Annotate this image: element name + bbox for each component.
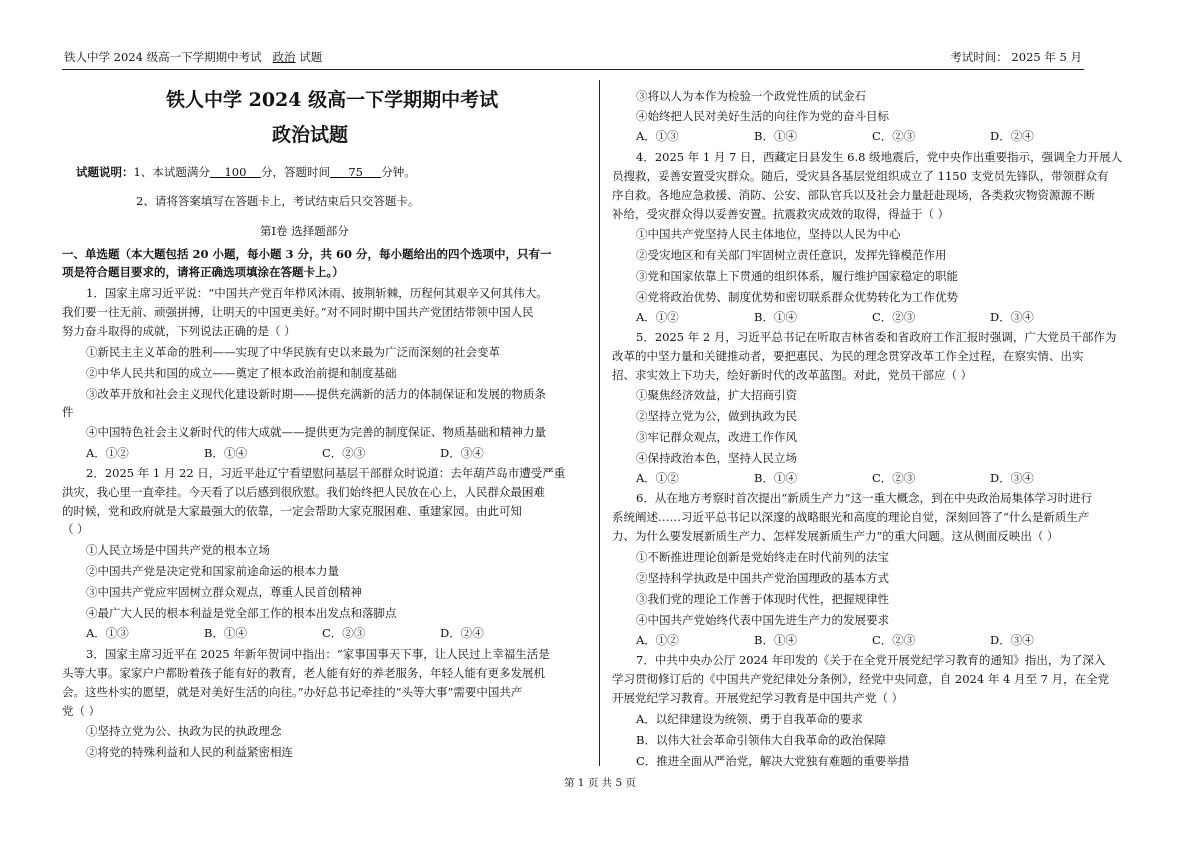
statement-line: ①不断推进理论创新是党始终走在时代前列的法宝 [636,550,889,564]
option-b: B．①④ [754,129,797,143]
answer-options-q5 [636,470,1108,486]
statement-line: ④始终把人民对美好生活的向往作为党的奋斗目标 [636,109,889,123]
header-suffix: 试题 [299,50,323,64]
option-c: C．②③ [872,129,916,143]
statement-line: ④最广大人民的根本利益是党全部工作的根本出发点和落脚点 [86,606,397,620]
question-line: 3．国家主席习近平在 2025 年新年贺词中指出：“家事国事天下事，让人民过上幸福生活是 [86,647,550,661]
page-subtitle: 政治试题 [272,124,349,146]
option-line: A．以纪律建设为统领、勇于自我革命的要求 [636,712,863,726]
statement-line: ④中国特色社会主义新时代的伟大成就——提供更为完善的制度保证、物质基础和精神力量 [86,425,546,439]
question-line: 补给，受灾群众得以妥善安置。抗震救灾成效的取得，得益于（ ） [612,207,950,221]
instructions-text-b: 分，答题时间 [261,165,331,179]
option-c: C．②③ [322,446,366,460]
statement-line: ②坚持立党为公，做到执政为民 [636,409,797,423]
header-exam-date: 考试时间： 2025 年 5 月 [950,50,1082,64]
question-line: 改革的中坚力量和关键推动者，要把惠民、为民的理念贯穿改革工作全过程，在察实情、出实 [612,349,1084,363]
question-line: 努力奋斗取得的成就，下列说法正确的是（ ） [62,324,296,338]
statement-line: ①人民立场是中国共产党的根本立场 [86,543,270,557]
instructions-line-1 [76,164,416,180]
option-b: B．①④ [204,626,247,640]
question-line: （ ） [62,522,89,536]
instructions-text-c: 分钟。 [381,165,416,179]
option-b: B．①④ [204,446,247,460]
statement-line: 件 [62,405,74,419]
question-line: 6．从在地方考察时首次提出“新质生产力”这一重大概念，到在中央政治局集体学习时进行 [636,491,1093,505]
page-footer: 第 1 页 共 5 页 [563,777,637,789]
answer-time: 75 [348,165,363,179]
answer-options-q6 [636,632,1108,648]
question-line: 开展党纪学习教育。开展党纪学习教育是中国共产党（ ） [612,691,904,705]
part-heading-line-2: 项是符合题目要求的，请将正确选项填涂在答题卡上。） [62,265,344,279]
answer-options-q4 [636,309,1108,325]
question-line: 学习贯彻修订后的《中国共产党纪律处分条例》，经党中央同意，自 2024 年 4 月至 7 月，在全党 [612,672,1110,686]
instructions-label: 试题说明： [76,165,134,179]
option-c: C．②③ [872,633,916,647]
statement-line: ②受灾地区和有关部门牢固树立责任意识，发挥先锋模范作用 [636,248,947,262]
option-a: A．①② [636,310,679,324]
answer-options-q3 [636,128,1108,144]
answer-options-q1 [86,445,558,461]
statement-line: ③牢记群众观点，改进工作作风 [636,430,797,444]
option-c: C．②③ [872,471,916,485]
option-a: A．①③ [636,129,679,143]
option-d: D．②④ [990,129,1034,143]
statement-line: ③中国共产党应牢固树立群众观点，尊重人民首创精神 [86,585,362,599]
option-c: C．②③ [322,626,366,640]
question-line: 序自救。各地应急救援、消防、公安、部队官兵以及社会力量赶赴现场，各类救灾物资源源不断 [612,188,1095,202]
page-title: 铁人中学 2024 级高一下学期期中考试 [166,89,499,111]
option-a: A．①② [636,633,679,647]
question-line: 1．国家主席习近平说：“中国共产党百年栉风沐雨、披荆斩棘，历程何其艰辛又何其伟大。 [86,286,548,300]
option-d: D．③④ [990,310,1034,324]
statement-line: ①中国共产党坚持人民主体地位，坚持以人民为中心 [636,227,901,241]
option-d: D．③④ [440,446,484,460]
statement-line: ④党将政治优势、制度优势和密切联系群众优势转化为工作优势 [636,290,958,304]
instructions-line-2: 2、请将答案填写在答题卡上，考试结束后只交答题卡。 [136,194,420,208]
question-line: 系统阐述……习近平总书记以深邃的战略眼光和高度的理论自觉，深刻回答了“什么是新质生产 [612,510,1090,524]
question-line: 5．2025 年 2 月，习近平总书记在听取吉林省委和省政府工作汇报时强调，广大党员干部作为 [636,330,1117,344]
option-line: B．以伟大社会革命引领伟大自我革命的政治保障 [636,733,886,747]
question-line: 的时候，党和政府就是大家最强大的依靠，一定会帮助大家克服困难、重建家园。由此可知 [62,504,522,518]
question-line: 2．2025 年 1 月 22 日，习近平赴辽宁看望慰问基层干部群众时说道：去年葫芦岛市遭受严重 [86,466,566,480]
option-d: D．③④ [990,471,1034,485]
statement-line: ①坚持立党为公、执政为民的执政理念 [86,724,282,738]
statement-line: ③我们党的理论工作善于体现时代性，把握规律性 [636,592,889,606]
question-line: 我们要一往无前、顽强拼搏，让明天的中国更美好。”对不同时期中国共产党团结带领中国人民 [62,305,534,319]
option-d: D．②④ [440,626,484,640]
statement-line: ③将以人为本作为检验一个政党性质的试金石 [636,89,866,103]
header-divider [62,69,1084,70]
statement-line: ④中国共产党始终代表中国先进生产力的发展要求 [636,613,889,627]
question-line: 7．中共中央办公厅 2024 年印发的《关于在全党开展党纪学习教育的通知》指出，为了深入 [636,653,1106,667]
question-line: 力、为什么要发展新质生产力、怎样发展新质生产力”的重大问题。这从侧面反映出（ ） [612,529,1059,543]
header-subject: 政治 [272,50,296,64]
option-b: B．①④ [754,633,797,647]
question-line: 党（ ） [62,704,101,718]
option-b: B．①④ [754,310,797,324]
statement-line: ②中国共产党是决定党和国家前途命运的根本力量 [86,564,339,578]
statement-line: ②将党的特殊利益和人民的利益紧密相连 [86,745,293,759]
statement-line: ①新民主主义革命的胜利——实现了中华民族有史以来最为广泛而深刻的社会变革 [86,345,500,359]
option-line: C．推进全面从严治党，解决大党独有难题的重要举措 [636,754,910,768]
full-score: 100 [224,165,247,179]
answer-options-q2 [86,625,558,641]
question-line: 员搜救，妥善安置受灾群众。随后，受灾县各基层党组织成立了 1150 支党员先锋队，带领群众有 [612,169,1109,183]
option-a: A．①② [86,446,129,460]
part-heading-line-1: 一、单选题（本大题包括 20 小题，每小题 3 分，共 60 分，每小题给出的四个选项中，只有一 [62,247,552,261]
option-a: A．①② [636,471,679,485]
statement-line: ①聚焦经济效益，扩大招商引资 [636,388,797,402]
header-exam-name: 铁人中学 2024 级高一下学期期中考试 [64,50,262,64]
statement-line: ④保持政治本色，坚持人民立场 [636,451,797,465]
page-header-left [64,49,322,65]
statement-line: ③党和国家依靠上下贯通的组织体系，履行维护国家稳定的职能 [636,269,958,283]
question-line: 会。这些朴实的愿望，就是对美好生活的向往。”办好总书记牵挂的“头等大事”需要中国共产 [62,685,523,699]
option-c: C．②③ [872,310,916,324]
option-a: A．①③ [86,626,129,640]
question-line: 招、求实效上下功夫，绘好新时代的改革蓝图。对此，党员干部应（ ） [612,368,973,382]
question-line: 洪灾，我心里一直牵挂。今天看了以后感到很欣慰。我们始终把人民放在心上，人民群众最困难 [62,485,545,499]
option-b: B．①④ [754,471,797,485]
question-line: 头等大事。家家户户都盼着孩子能有好的教育，老人能有好的养老服务，年轻人能有更多发展机 [62,666,545,680]
option-d: D．③④ [990,633,1034,647]
statement-line: ②坚持科学执政是中国共产党治国理政的基本方式 [636,571,889,585]
question-line: 4．2025 年 1 月 7 日，西藏定日县发生 6.8 级地震后，党中央作出重要指示，强调全力开展人 [636,150,1123,164]
section-title: 第Ⅰ卷 选择题部分 [260,224,349,238]
statement-line: ③改革开放和社会主义现代化建设新时期——提供充满新的活力的体制保证和发展的物质条 [86,387,546,401]
instructions-text-a: 1、本试题满分 [133,165,210,179]
statement-line: ②中华人民共和国的成立——奠定了根本政治前提和制度基础 [86,366,397,380]
column-divider [599,80,600,766]
